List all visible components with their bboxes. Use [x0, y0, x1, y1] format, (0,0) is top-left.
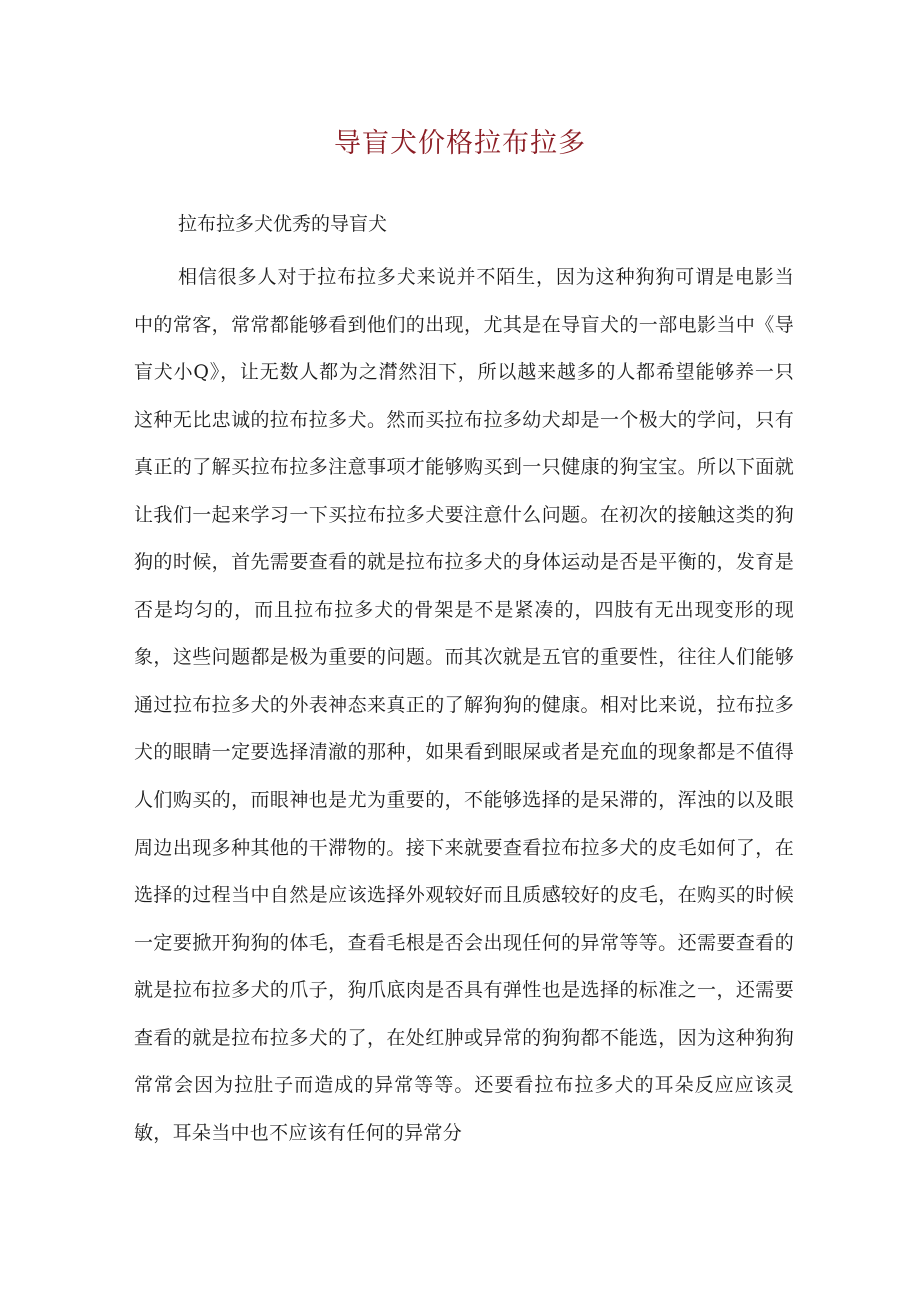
body-paragraph: 相信很多人对于拉布拉多犬来说并不陌生，因为这种狗狗可谓是电影当中的常客，常常都能够看到他们的出现，尤其是在导盲犬的一部电影当中《导盲犬小Q》，让无数人都为之潸然泪下，所以越来越多的人都希望能够养一只这种无比忠诚的拉布拉多犬。然而买拉布拉多幼犬却是一个极大的学问，只有真正的了解买拉布拉多注意事项才能够购买到一只健康的狗宝宝。所以下面就让我们一起来学习一下买拉布拉多犬要注意什么问题。在初次的接触这类的狗狗的时候，首先需要查看的就是拉布拉多犬的身体运动是否是平衡的，发育是否是均匀的，而且拉布拉多犬的骨架是不是紧凑的，四肢有无出现变形的现象，这些问题都是极为重要的问题。而其次就是五官的重要性，往往人们能够通过拉布拉多犬的外表神态来真正的了解狗狗的健康。相对比来说，拉布拉多犬的眼睛一定要选择清澈的那种，如果看到眼屎或者是充血的现象都是不值得人们购买的，而眼神也是尤为重要的，不能够选择的是呆滞的，浑浊的以及眼周边出现多种其他的干滞物的。接下来就要查看拉布拉多犬的皮毛如何了，在选择的过程当中自然是应该选择外观较好而且质感较好的皮毛，在购买的时候一定要掀开狗狗的体毛，查看毛根是否会出现任何的异常等等。还需要查看的就是拉布拉多犬的爪子，狗爪底肉是否具有弹性也是选择的标准之一，还需要查看的就是拉布拉多犬的了，在处红肿或异常的狗狗都不能选，因为这种狗狗常常会因为拉肚子而造成的异常等等。还要看拉布拉多犬的耳朵反应应该灵敏，耳朵当中也不应该有任何的异常分 [134, 266, 794, 1144]
page-title: 导盲犬价格拉布拉多 [334, 128, 586, 159]
section-subtitle: 拉布拉多犬优秀的导盲犬 [178, 213, 388, 235]
